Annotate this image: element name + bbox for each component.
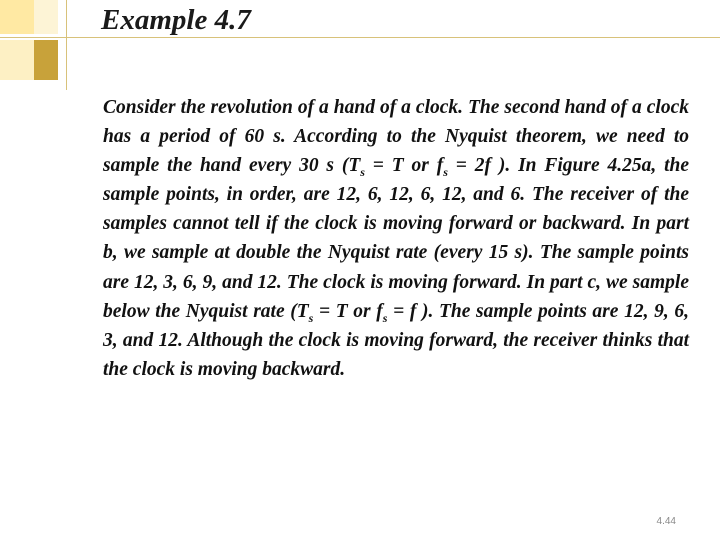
body-text-segment: = f ). The sample points are 12, 9, 6, 3, and 12. Although the clock is moving forward, the receiver thinks that the clock is moving backward.: [103, 300, 689, 380]
divider-line-vertical: [66, 0, 67, 90]
subscript: s: [360, 165, 365, 180]
subscript: s: [443, 165, 448, 180]
subscript: s: [308, 310, 314, 325]
page-number: 4.44: [656, 516, 676, 527]
body-text-segment: = T or f: [313, 300, 383, 322]
body-text-segment: = 2f ). In Figure 4.25a, the sample points, in order, are 12, 6, 12, 6, 12, and 6. The receiver of the samples cannot tell if the clock is moving forward or backward. In part b, we sample at double the Nyquist rate (every 15 s). The sample points are 12, 3, 6, 9, and 12. The clock is moving forward. In part c, we sample below the Nyquist rate (T: [103, 155, 690, 322]
corner-decoration: [34, 0, 58, 34]
body-text-segment: = T or f: [364, 155, 444, 177]
corner-decoration: [0, 40, 34, 80]
body-text-segment: Consider the revolution of a hand of a clock. The second hand of a clock has a period of 60 s. According to the Nyquist theorem, we need to sample the hand every 30 s (T: [103, 97, 689, 177]
slide-title: Example 4.7: [101, 4, 251, 36]
subscript: s: [382, 310, 388, 325]
corner-decoration: [0, 0, 34, 34]
body-text: [103, 93, 689, 384]
corner-decoration: [34, 40, 58, 80]
